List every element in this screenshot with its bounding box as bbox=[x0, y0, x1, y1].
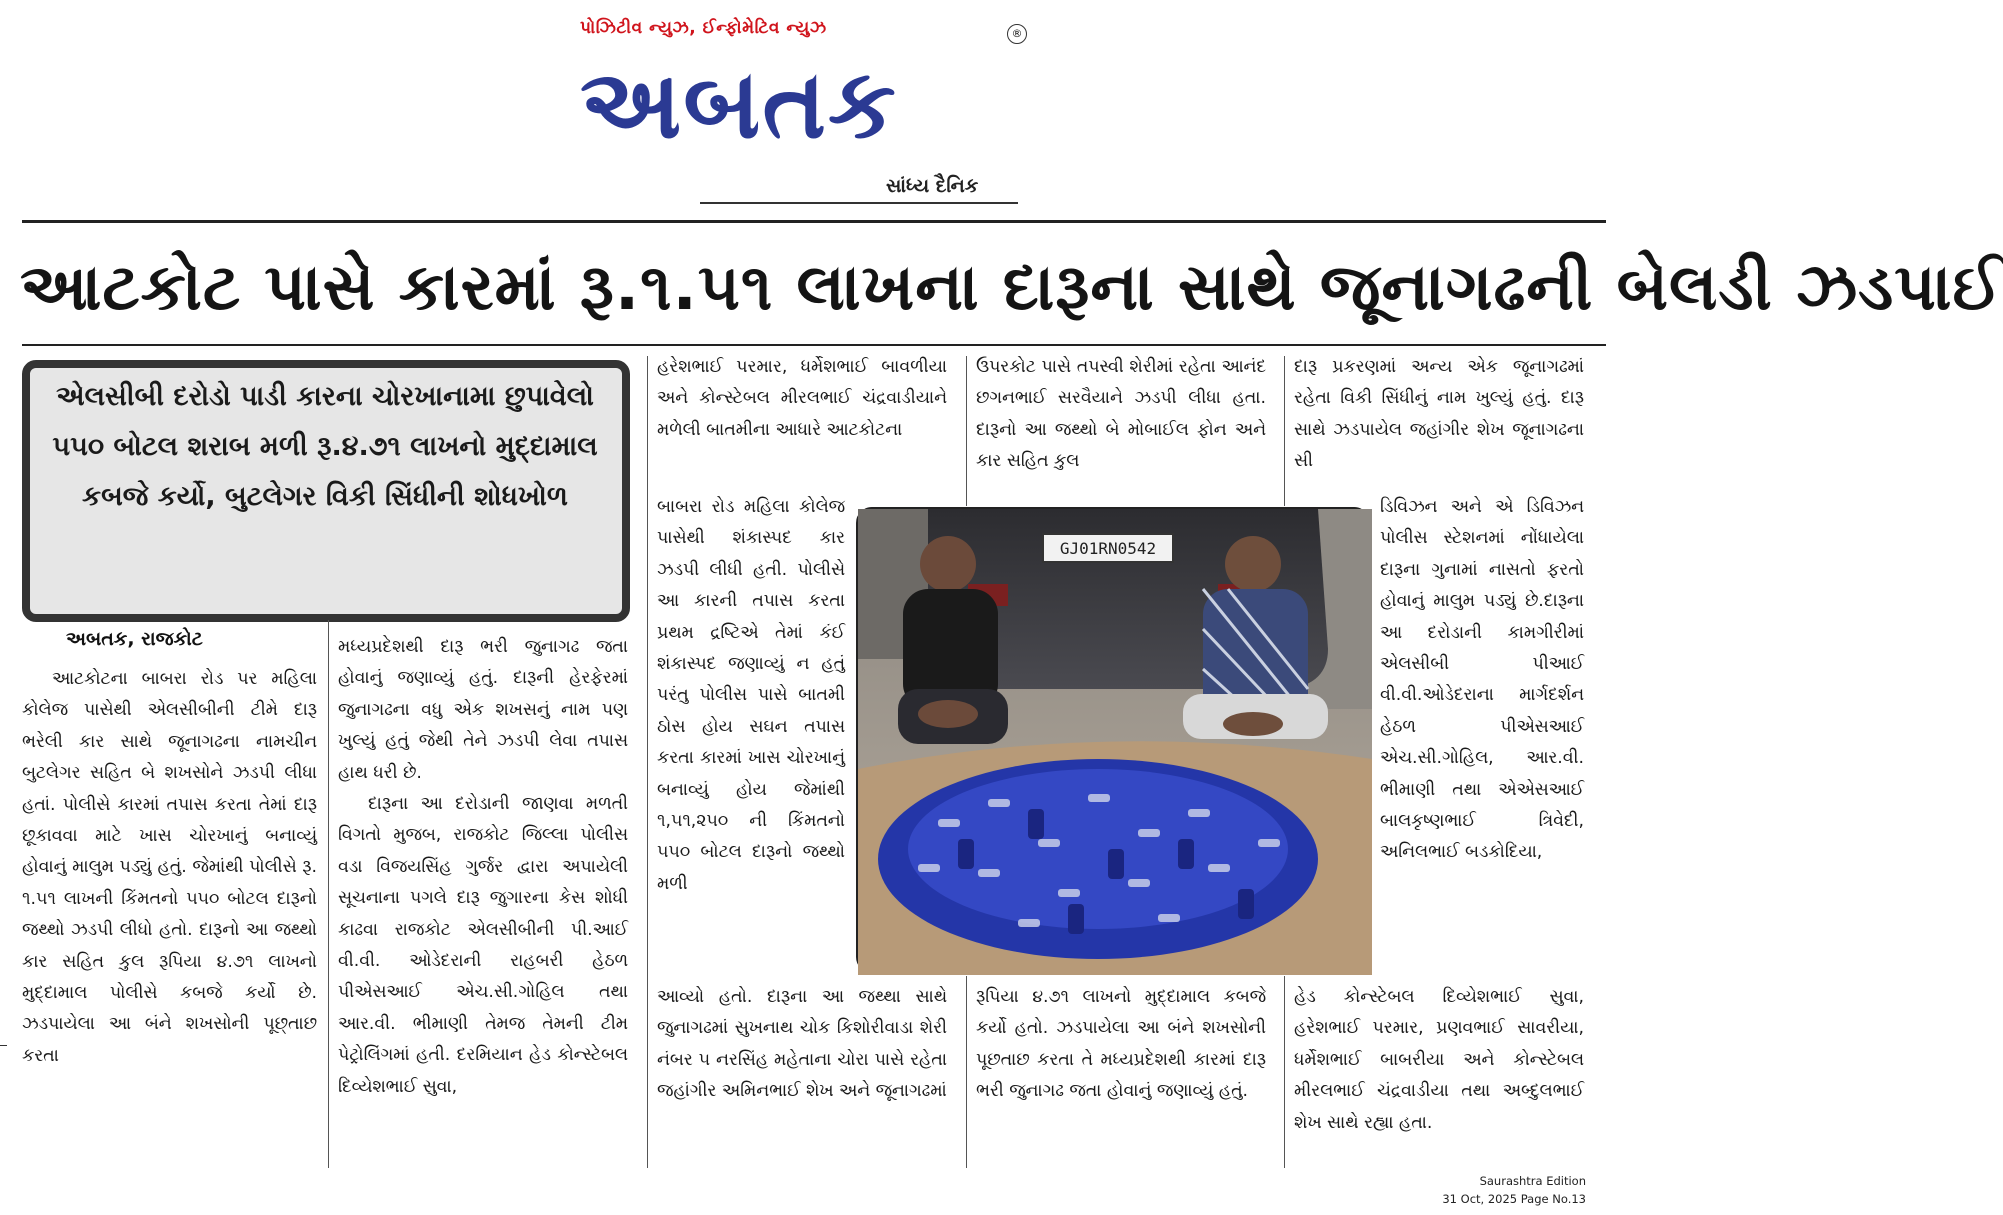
masthead-tagline: પોઝિટીવ ન્યુઝ, ઈન્ફોમેટિવ ન્યુઝ bbox=[580, 18, 827, 38]
paragraph: મધ્યપ્રદેશથી દારૂ ભરી જુનાગઢ જતા હોવાનું જણાવ્યું હતું. દારૂની હેરફેરમાં જુનાગઢના વધુ એક શખસનું નામ પણ ખુલ્યું હતું જેથી તેને ઝડપી લેવા તપાસ હાથ ધરી છે. bbox=[338, 637, 628, 783]
paragraph: દારૂના આ દરોડાની જાણવા મળતી વિગતો મુજબ, રાજકોટ જિલ્લા પોલીસ વડા વિજયસિંહ ગુર્જર દ્વારા અપાયેલી સૂચનાના પગલે દારૂ જુગારના કેસ શોધી કાઢવા રાજકોટ એલસીબીની પી.આઈ વી.વી. ઓડેદરાની રાહબરી હેઠળ પીએસઆઈ એચ.સી.ગોહિલ તથા આર.વી. ભીમાણી તેમજ તેમની ટીમ પેટ્રોલિંગમાં હતી. દરમિયાન હેડ કોન્સ્ટેબલ દિવ્યેશભાઈ સુવા, bbox=[338, 794, 628, 1097]
article-column-5-mid bbox=[1380, 492, 1584, 982]
column-divider bbox=[647, 356, 648, 1168]
top-divider bbox=[22, 220, 1606, 223]
registered-mark: ® bbox=[1007, 24, 1027, 44]
masthead-underline bbox=[700, 202, 1018, 204]
article-column-1 bbox=[22, 664, 317, 1172]
column-divider bbox=[966, 976, 967, 1168]
article-column-4-bottom bbox=[976, 982, 1266, 1172]
article-column-3-mid bbox=[657, 492, 845, 982]
paragraph: બાબરા રોડ મહિલા કોલેજ પાસેથી શંકાસ્પદ કાર ઝડપી લીધી હતી. પોલીસે આ કારની તપાસ કરતા પ્રથમ દ્રષ્ટિએ તેમાં કંઈ શંકાસ્પદ જણાવ્યું ન હતું પરંતુ પોલીસ પાસે બાતમી ઠોસ હોય સઘન તપાસ કરતા કારમાં ખાસ ચોરખાનું બનાવ્યું હોય જેમાંથી ૧,૫૧,૨૫૦ ની કિંમતનો ૫૫૦ બોટલ દારૂનો જથ્થો મળી bbox=[657, 497, 845, 894]
article-column-3-bottom bbox=[657, 982, 947, 1172]
paragraph: રૂપિયા ૪.૭૧ લાખનો મુદ્દામાલ કબજે કર્યો હતો. ઝડપાયેલા આ બંને શખસોની પૂછતાછ કરતા તે મધ્યપ્રદેશથી કારમાં દારૂ ભરી જુનાગઢ જતા હોવાનું જણાવ્યું હતું. bbox=[976, 987, 1267, 1102]
article-column-5-top bbox=[1294, 352, 1584, 492]
margin-tick bbox=[0, 1045, 7, 1046]
column-divider bbox=[1284, 356, 1285, 506]
paragraph: દારૂ પ્રકરણમાં અન્ય એક જૂનાગઢમાં રહેતા વિકી સિંધીનું નામ ખુલ્યું હતું. દારૂ સાથે ઝડપાયેલ જહાંગીર શેખ જૂનાગઢના સી bbox=[1294, 357, 1584, 472]
column-divider bbox=[966, 356, 967, 506]
license-plate: GJ01RN0542 bbox=[1059, 539, 1157, 558]
paragraph: આવ્યો હતો. દારૂના આ જથ્થા સાથે જુનાગઢમાં સુખનાથ ચોક કિશોરીવાડા શેરી નંબર ૫ નરસિંહ મહેતાના ચોરા પાસે રહેતા જહાંગીર અમિનભાઈ શેખ અને જૂનાગઢમાં bbox=[657, 987, 947, 1102]
article-column-4-top bbox=[976, 352, 1266, 492]
newspaper-logo: અબતક bbox=[580, 48, 898, 160]
paragraph: ઉપરકોટ પાસે તપસ્વી શેરીમાં રહેતા આનંદ છગનભાઈ સરવૈયાને ઝડપી લીધા હતા. દારૂનો આ જથ્થો બે મોબાઈલ ફોન અને કાર સહિત કુલ bbox=[976, 357, 1266, 472]
news-photo bbox=[856, 507, 1370, 973]
paragraph: હેડ કોન્સ્ટેબલ દિવ્યેશભાઈ સુવા, હરેશભાઈ પરમાર, પ્રણવભાઈ સાવરીયા, ધર્મેશભાઈ બાબરીયા અને કોન્સ્ટેબલ મીરલભાઈ ચંદ્રવાડીયા તથા અબ્દુલભાઈ શેખ સાથે રહ્યા હતા. bbox=[1294, 987, 1584, 1133]
footer-date-page: 31 Oct, 2025 Page No.13 bbox=[1442, 1192, 1586, 1206]
article-column-2 bbox=[338, 632, 628, 1172]
headline-divider bbox=[22, 344, 1606, 346]
paragraph: હરેશભાઈ પરમાર, ધર્મેશભાઈ બાવળીયા અને કોન્સ્ટેબલ મીરલભાઈ ચંદ્રવાડીયાને મળેલી બાતમીના આધારે આટકોટના bbox=[657, 357, 947, 440]
dateline: અબતક, રાજકોટ bbox=[66, 628, 203, 650]
footer-edition: Saurashtra Edition bbox=[1479, 1174, 1586, 1188]
highlight-text: એલસીબી દરોડો પાડી કારના ચોરખાનામા છુપાવેલો ૫૫૦ બોટલ શરાબ મળી રૂ.૪.૭૧ લાખનો મુદ્દામાલ કબજે કર્યો, બુટલેગર વિકી સિંધીની શોધખોળ bbox=[52, 381, 598, 512]
article-headline: આટકોટ પાસે કારમાં રૂ.૧.૫૧ લાખના દારૂના સાથે જૂનાગઢની બેલડી ઝડપાઈ bbox=[20, 251, 2003, 325]
article-column-3-top bbox=[657, 352, 947, 492]
paragraph: આટકોટના બાબરા રોડ પર મહિલા કોલેજ પાસેથી એલસીબીની ટીમે દારૂ ભરેલી કાર સાથે જૂનાગઢના નામચીન બુટલેગર સહિત બે શખસોને ઝડપી લીધા હતાં. પોલીસે કારમાં તપાસ કરતા તેમાં દારૂ છૂકાવવા માટે ખાસ ચોરખાનું બનાવ્યું હોવાનું માલુમ પડ્યું હતું. જેમાંથી પોલીસે રૂ. ૧.૫૧ લાખની કિંમતનો ૫૫૦ બોટલ દારૂનો જથ્થો ઝડપી લીધો હતો. દારૂનો આ જથ્થો કાર સહિત કુલ રૂપિયા ૪.૭૧ લાખનો મુદ્દામાલ પોલીસે કબજે કર્યો છે. ઝડપાયેલા આ બંને શખસોની પૂછ્તાછ કરતા bbox=[22, 669, 317, 1066]
paragraph: ડિવિઝન અને એ ડિવિઝન પોલીસ સ્ટેશનમાં નોંધાયેલા દારૂના ગુનામાં નાસતો ફરતો હોવાનું માલુમ પડ્યું છે.દારૂના આ દરોડાની કામગીરીમાં એલસીબી પીઆઈ વી.વી.ઓડેદરાના માર્ગદર્શન હેઠળ પીએસઆઈ એચ.સી.ગોહિલ, આર.વી. ભીમાણી તથા એએસઆઈ બાલકૃષ્ણભાઈ ત્રિવેદી, અનિલભાઈ બડકોદિયા, bbox=[1380, 497, 1584, 863]
article-column-5-bottom bbox=[1294, 982, 1584, 1172]
column-divider bbox=[1284, 976, 1285, 1168]
column-divider bbox=[328, 620, 329, 1168]
masthead-subtitle: સાંધ્ય દૈનિક bbox=[886, 175, 979, 197]
